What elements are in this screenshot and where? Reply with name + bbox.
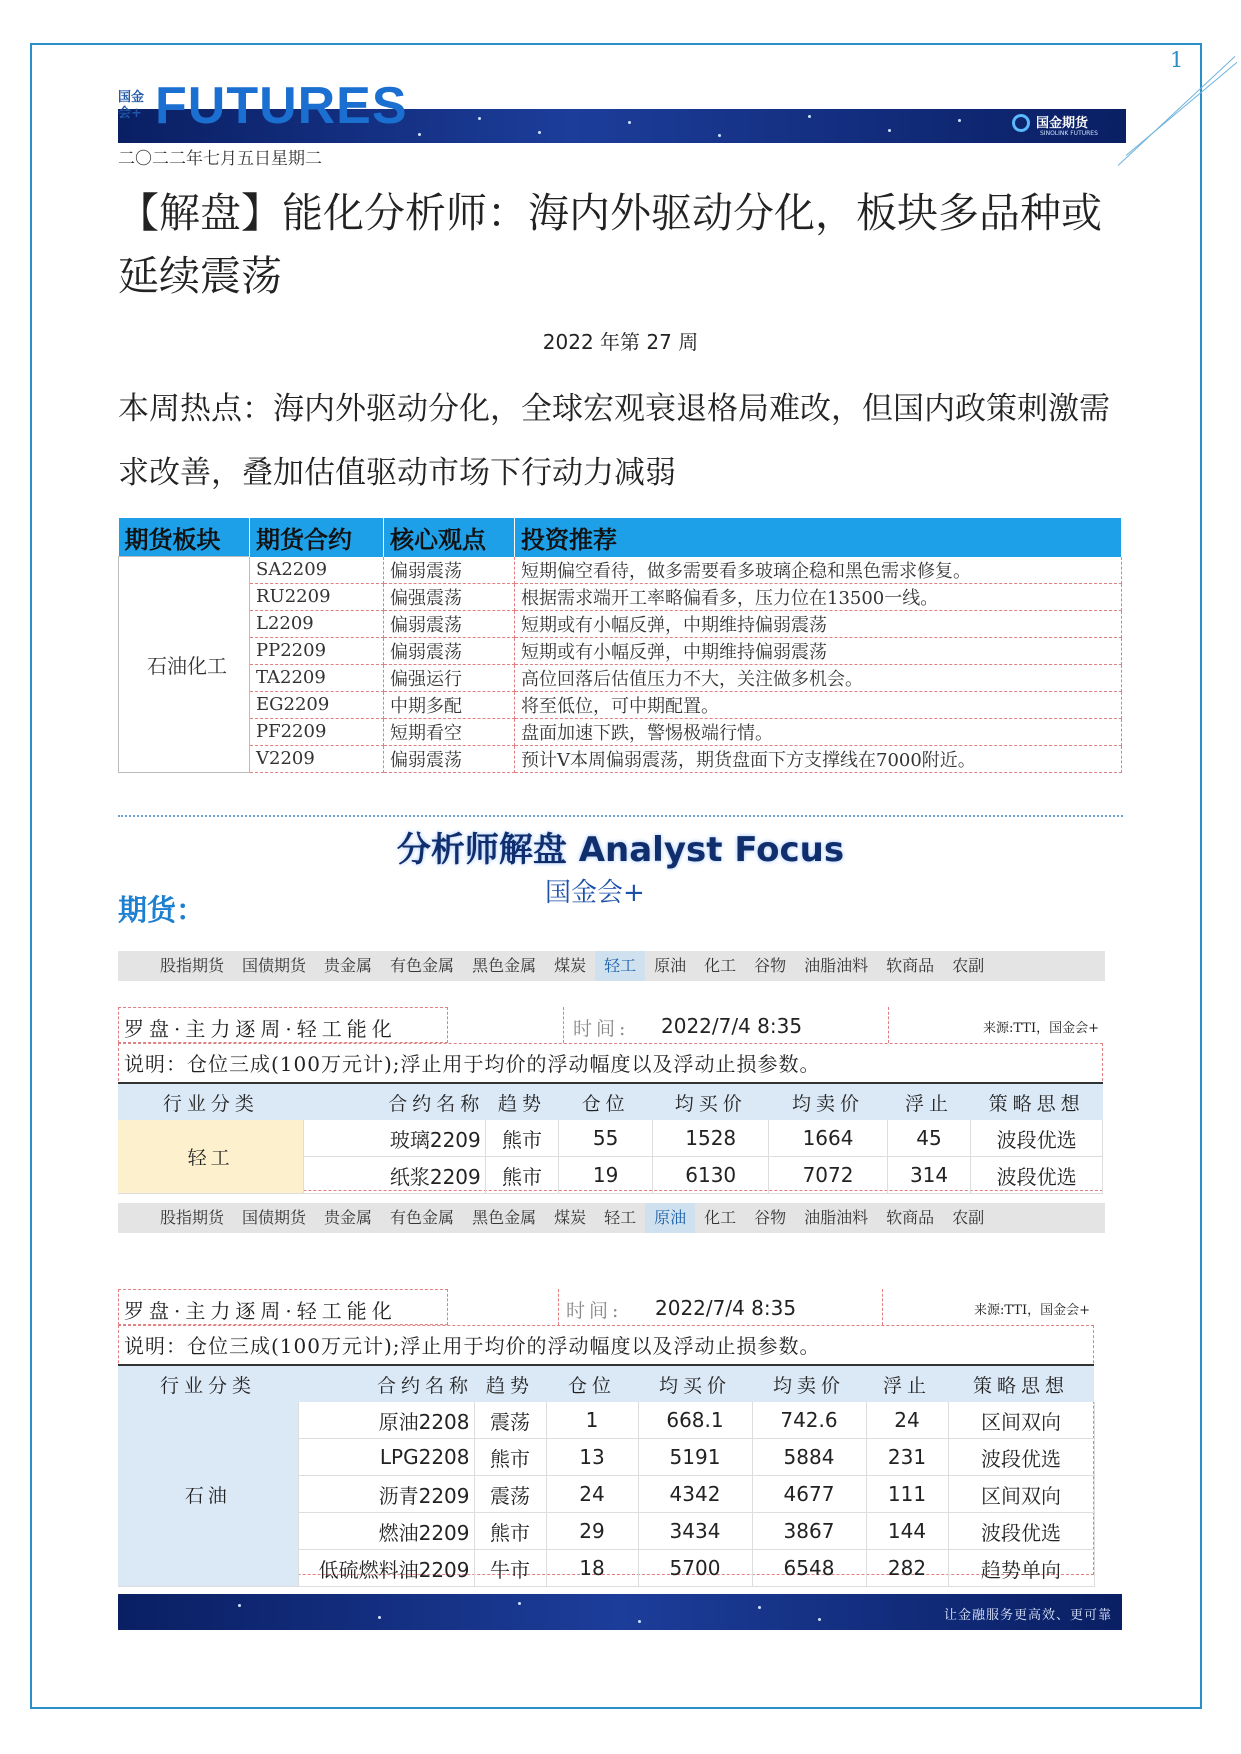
strategy-cell: 区间双向: [948, 1402, 1094, 1439]
col-header: 合约名称: [298, 1365, 474, 1402]
trend-cell: 熊市: [485, 1120, 558, 1157]
stop-cell: 24: [866, 1402, 948, 1439]
category-tabs-1: [118, 951, 1105, 981]
col-header: 均卖价: [752, 1365, 866, 1402]
stop-cell: 314: [887, 1157, 971, 1194]
contract-cell: L2209: [250, 610, 384, 637]
week-label: 2022 年第 27 周: [542, 330, 699, 354]
stop-cell: 231: [866, 1439, 948, 1476]
position-cell: 29: [546, 1513, 638, 1550]
strategy-cell: 趋势单向: [948, 1550, 1094, 1587]
tab-ferrous[interactable]: 黑色金属: [472, 956, 537, 975]
col-header: 均买价: [653, 1083, 769, 1120]
view-cell: 偏强震荡: [384, 583, 515, 610]
col-header: 均买价: [638, 1365, 752, 1402]
summary-table: [118, 518, 1122, 773]
quote-panel-crude-oil: [118, 1289, 1094, 1582]
tab-crude-oil[interactable]: 原油: [645, 1203, 695, 1233]
panel-note: 说明：仓位三成(100万元计);浮止用于均价的浮动幅度以及浮动止损参数。: [124, 1334, 821, 1358]
panel-header: [118, 1289, 1094, 1326]
sector-cell: 石油化工: [119, 557, 250, 773]
table-row: [119, 718, 1122, 745]
summary-header: 核心观点: [384, 518, 515, 557]
tab-oilseeds[interactable]: 油脂油料: [804, 956, 869, 975]
table-row: [119, 610, 1122, 637]
analyst-focus-ghost-text: 国金会+: [545, 878, 645, 908]
quote-header-row: [118, 1365, 1094, 1402]
tab-precious-metals[interactable]: 贵金属: [324, 956, 373, 975]
col-header: 均卖价: [769, 1083, 887, 1120]
futures-heading: 期货：: [118, 893, 206, 927]
tab-stock-index[interactable]: 股指期货: [160, 1208, 225, 1227]
tab-grains[interactable]: 谷物: [754, 956, 787, 975]
logo-futures: FUTURES: [155, 77, 408, 135]
time-label: 时间:: [566, 1300, 623, 1322]
col-header: 策略思想: [948, 1365, 1094, 1402]
tab-grains[interactable]: 谷物: [754, 1208, 787, 1227]
advice-cell: 盘面加速下跌，警惕极端行情。: [515, 718, 1122, 745]
avg-buy-cell: 3434: [638, 1513, 752, 1550]
contract-name: 纸浆2209: [304, 1157, 486, 1194]
tab-light-industry[interactable]: 轻工: [595, 951, 645, 981]
col-header: 仓位: [546, 1365, 638, 1402]
tab-stock-index[interactable]: 股指期货: [160, 956, 225, 975]
avg-sell-cell: 5884: [752, 1439, 866, 1476]
position-cell: 19: [559, 1157, 653, 1194]
table-row: [119, 637, 1122, 664]
col-header: 趋势: [474, 1365, 546, 1402]
summary-header: 期货板块: [119, 518, 250, 557]
view-cell: 偏强运行: [384, 664, 515, 691]
avg-sell-cell: 3867: [752, 1513, 866, 1550]
trend-cell: 震荡: [474, 1402, 546, 1439]
advice-cell: 将至低位，可中期配置。: [515, 691, 1122, 718]
col-header: 浮止: [866, 1365, 948, 1402]
trend-cell: 熊市: [474, 1513, 546, 1550]
position-cell: 55: [559, 1120, 653, 1157]
view-cell: 偏弱震荡: [384, 745, 515, 772]
avg-buy-cell: 1528: [653, 1120, 769, 1157]
category-cell: 轻工: [118, 1120, 304, 1194]
source-label: 来源:TTI，国金会+: [974, 1303, 1090, 1318]
avg-sell-cell: 742.6: [752, 1402, 866, 1439]
brand-subtitle: SINOLINK FUTURES: [1040, 130, 1098, 137]
advice-cell: 根据需求端开工率略偏看多，压力位在13500一线。: [515, 583, 1122, 610]
table-row: [119, 691, 1122, 718]
tab-chemicals[interactable]: 化工: [704, 1208, 737, 1227]
contract-name: 燃油2209: [298, 1513, 474, 1550]
avg-sell-cell: 7072: [769, 1157, 887, 1194]
quote-panel-light-industry: [118, 1007, 1103, 1187]
view-cell: 短期看空: [384, 718, 515, 745]
tab-light-industry[interactable]: 轻工: [604, 1208, 637, 1227]
view-cell: 偏弱震荡: [384, 637, 515, 664]
col-header: 策略思想: [971, 1083, 1103, 1120]
view-cell: 偏弱震荡: [384, 610, 515, 637]
header-divider: [882, 1289, 883, 1325]
table-row: [119, 745, 1122, 772]
contract-name: 低硫燃料油2209: [298, 1550, 474, 1587]
header-divider: [563, 1007, 564, 1043]
trend-cell: 震荡: [474, 1476, 546, 1513]
summary-header-row: [119, 518, 1122, 557]
category-cell: 石油: [118, 1402, 298, 1587]
contract-cell: RU2209: [250, 583, 384, 610]
time-value: 2022/7/4 8:35: [655, 1296, 797, 1320]
avg-buy-cell: 4342: [638, 1476, 752, 1513]
stop-cell: 45: [887, 1120, 971, 1157]
page-number: 1: [1170, 48, 1184, 72]
strategy-cell: 波段优选: [948, 1439, 1094, 1476]
summary-header: 期货合约: [250, 518, 384, 557]
avg-sell-cell: 4677: [752, 1476, 866, 1513]
position-cell: 1: [546, 1402, 638, 1439]
quote-header-row: [118, 1083, 1103, 1120]
section-divider: [118, 815, 1123, 817]
page-title: 【解盘】能化分析师：海内外驱动分化，板块多品种或延续震荡: [118, 189, 1102, 300]
table-row: [119, 664, 1122, 691]
panel-title: 罗盘·主力逐周·轻工能化: [124, 1299, 397, 1323]
stop-cell: 282: [866, 1550, 948, 1587]
contract-cell: TA2209: [250, 664, 384, 691]
panel-title: 罗盘·主力逐周·轻工能化: [124, 1017, 397, 1041]
trend-cell: 熊市: [485, 1157, 558, 1194]
tab-treasury[interactable]: 国债期货: [242, 1208, 307, 1227]
strategy-cell: 区间双向: [948, 1476, 1094, 1513]
avg-buy-cell: 5191: [638, 1439, 752, 1476]
contract-name: LPG2208: [298, 1439, 474, 1476]
col-header: 合约名称: [304, 1083, 486, 1120]
contract-cell: SA2209: [250, 557, 384, 584]
contract-cell: V2209: [250, 745, 384, 772]
table-row: [118, 1120, 1103, 1157]
advice-cell: 短期偏空看待，做多需要看多玻璃企稳和黑色需求修复。: [515, 557, 1122, 584]
strategy-cell: 波段优选: [971, 1157, 1103, 1194]
brand-name: 国金期货: [1036, 116, 1089, 131]
tab-ferrous[interactable]: 黑色金属: [472, 1208, 537, 1227]
trend-cell: 熊市: [474, 1439, 546, 1476]
analyst-focus-title: 分析师解盘 Analyst Focus: [396, 830, 845, 870]
table-row: [118, 1402, 1094, 1439]
avg-buy-cell: 5700: [638, 1550, 752, 1587]
avg-buy-cell: 668.1: [638, 1402, 752, 1439]
summary-header: 投资推荐: [515, 518, 1122, 557]
hot-topic: 本周热点：海内外驱动分化，全球宏观衰退格局难改，但国内政策刺激需求改善，叠加估值驱动市场下行动力减弱: [118, 391, 1110, 491]
trend-cell: 牛市: [474, 1550, 546, 1587]
view-cell: 偏弱震荡: [384, 557, 515, 584]
quote-table: [118, 1082, 1103, 1194]
avg-buy-cell: 6130: [653, 1157, 769, 1194]
table-row: [119, 557, 1122, 584]
advice-cell: 短期或有小幅反弹，中期维持偏弱震荡: [515, 637, 1122, 664]
tab-oilseeds[interactable]: 油脂油料: [804, 1208, 869, 1227]
source-label: 来源:TTI，国金会+: [983, 1021, 1099, 1036]
footer-banner: [118, 1594, 1122, 1630]
footer-slogan: 让金融服务更高效、更可靠: [943, 1608, 1112, 1623]
tab-precious-metals[interactable]: 贵金属: [324, 1208, 373, 1227]
view-cell: 中期多配: [384, 691, 515, 718]
panel-header: [118, 1007, 1103, 1044]
contract-cell: PP2209: [250, 637, 384, 664]
col-header: 行业分类: [118, 1365, 298, 1402]
panel-note: 说明：仓位三成(100万元计);浮止用于均价的浮动幅度以及浮动止损参数。: [124, 1052, 821, 1076]
tab-nonferrous[interactable]: 有色金属: [390, 956, 455, 975]
col-header: 仓位: [559, 1083, 653, 1120]
category-tabs-2: [118, 1203, 1105, 1233]
advice-cell: 预计V本周偏弱震荡，期货盘面下方支撑线在7000附近。: [515, 745, 1122, 772]
contract-name: 玻璃2209: [304, 1120, 486, 1157]
report-date: 二〇二二年七月五日星期二: [118, 149, 322, 169]
tab-coal[interactable]: 煤炭: [554, 956, 587, 975]
col-header: 浮止: [887, 1083, 971, 1120]
brand-logo-icon: [1012, 114, 1030, 132]
contract-cell: EG2209: [250, 691, 384, 718]
tab-treasury[interactable]: 国债期货: [242, 956, 307, 975]
quote-table: [118, 1364, 1095, 1587]
avg-sell-cell: 1664: [769, 1120, 887, 1157]
tab-crude-oil[interactable]: 原油: [654, 956, 687, 975]
tab-agri-byproducts[interactable]: 农副: [952, 956, 985, 975]
tab-coal[interactable]: 煤炭: [554, 1208, 587, 1227]
strategy-cell: 波段优选: [971, 1120, 1103, 1157]
strategy-cell: 波段优选: [948, 1513, 1094, 1550]
header-divider: [888, 1007, 889, 1043]
header-divider: [558, 1289, 559, 1325]
position-cell: 13: [546, 1439, 638, 1476]
col-header: 行业分类: [118, 1083, 304, 1120]
advice-cell: 短期或有小幅反弹，中期维持偏弱震荡: [515, 610, 1122, 637]
col-header: 趋势: [485, 1083, 558, 1120]
stop-cell: 144: [866, 1513, 948, 1550]
tab-agri-byproducts[interactable]: 农副: [952, 1208, 985, 1227]
stop-cell: 111: [866, 1476, 948, 1513]
position-cell: 24: [546, 1476, 638, 1513]
contract-cell: PF2209: [250, 718, 384, 745]
tab-nonferrous[interactable]: 有色金属: [390, 1208, 455, 1227]
time-label: 时间:: [573, 1018, 630, 1040]
position-cell: 18: [546, 1550, 638, 1587]
tab-softs[interactable]: 软商品: [886, 956, 935, 975]
time-value: 2022/7/4 8:35: [661, 1014, 803, 1038]
contract-name: 原油2208: [298, 1402, 474, 1439]
tab-softs[interactable]: 软商品: [886, 1208, 935, 1227]
contract-name: 沥青2209: [298, 1476, 474, 1513]
avg-sell-cell: 6548: [752, 1550, 866, 1587]
table-row: [119, 583, 1122, 610]
tab-chemicals[interactable]: 化工: [704, 956, 737, 975]
advice-cell: 高位回落后估值压力不大，关注做多机会。: [515, 664, 1122, 691]
logo-small: 国金会+: [118, 90, 145, 121]
